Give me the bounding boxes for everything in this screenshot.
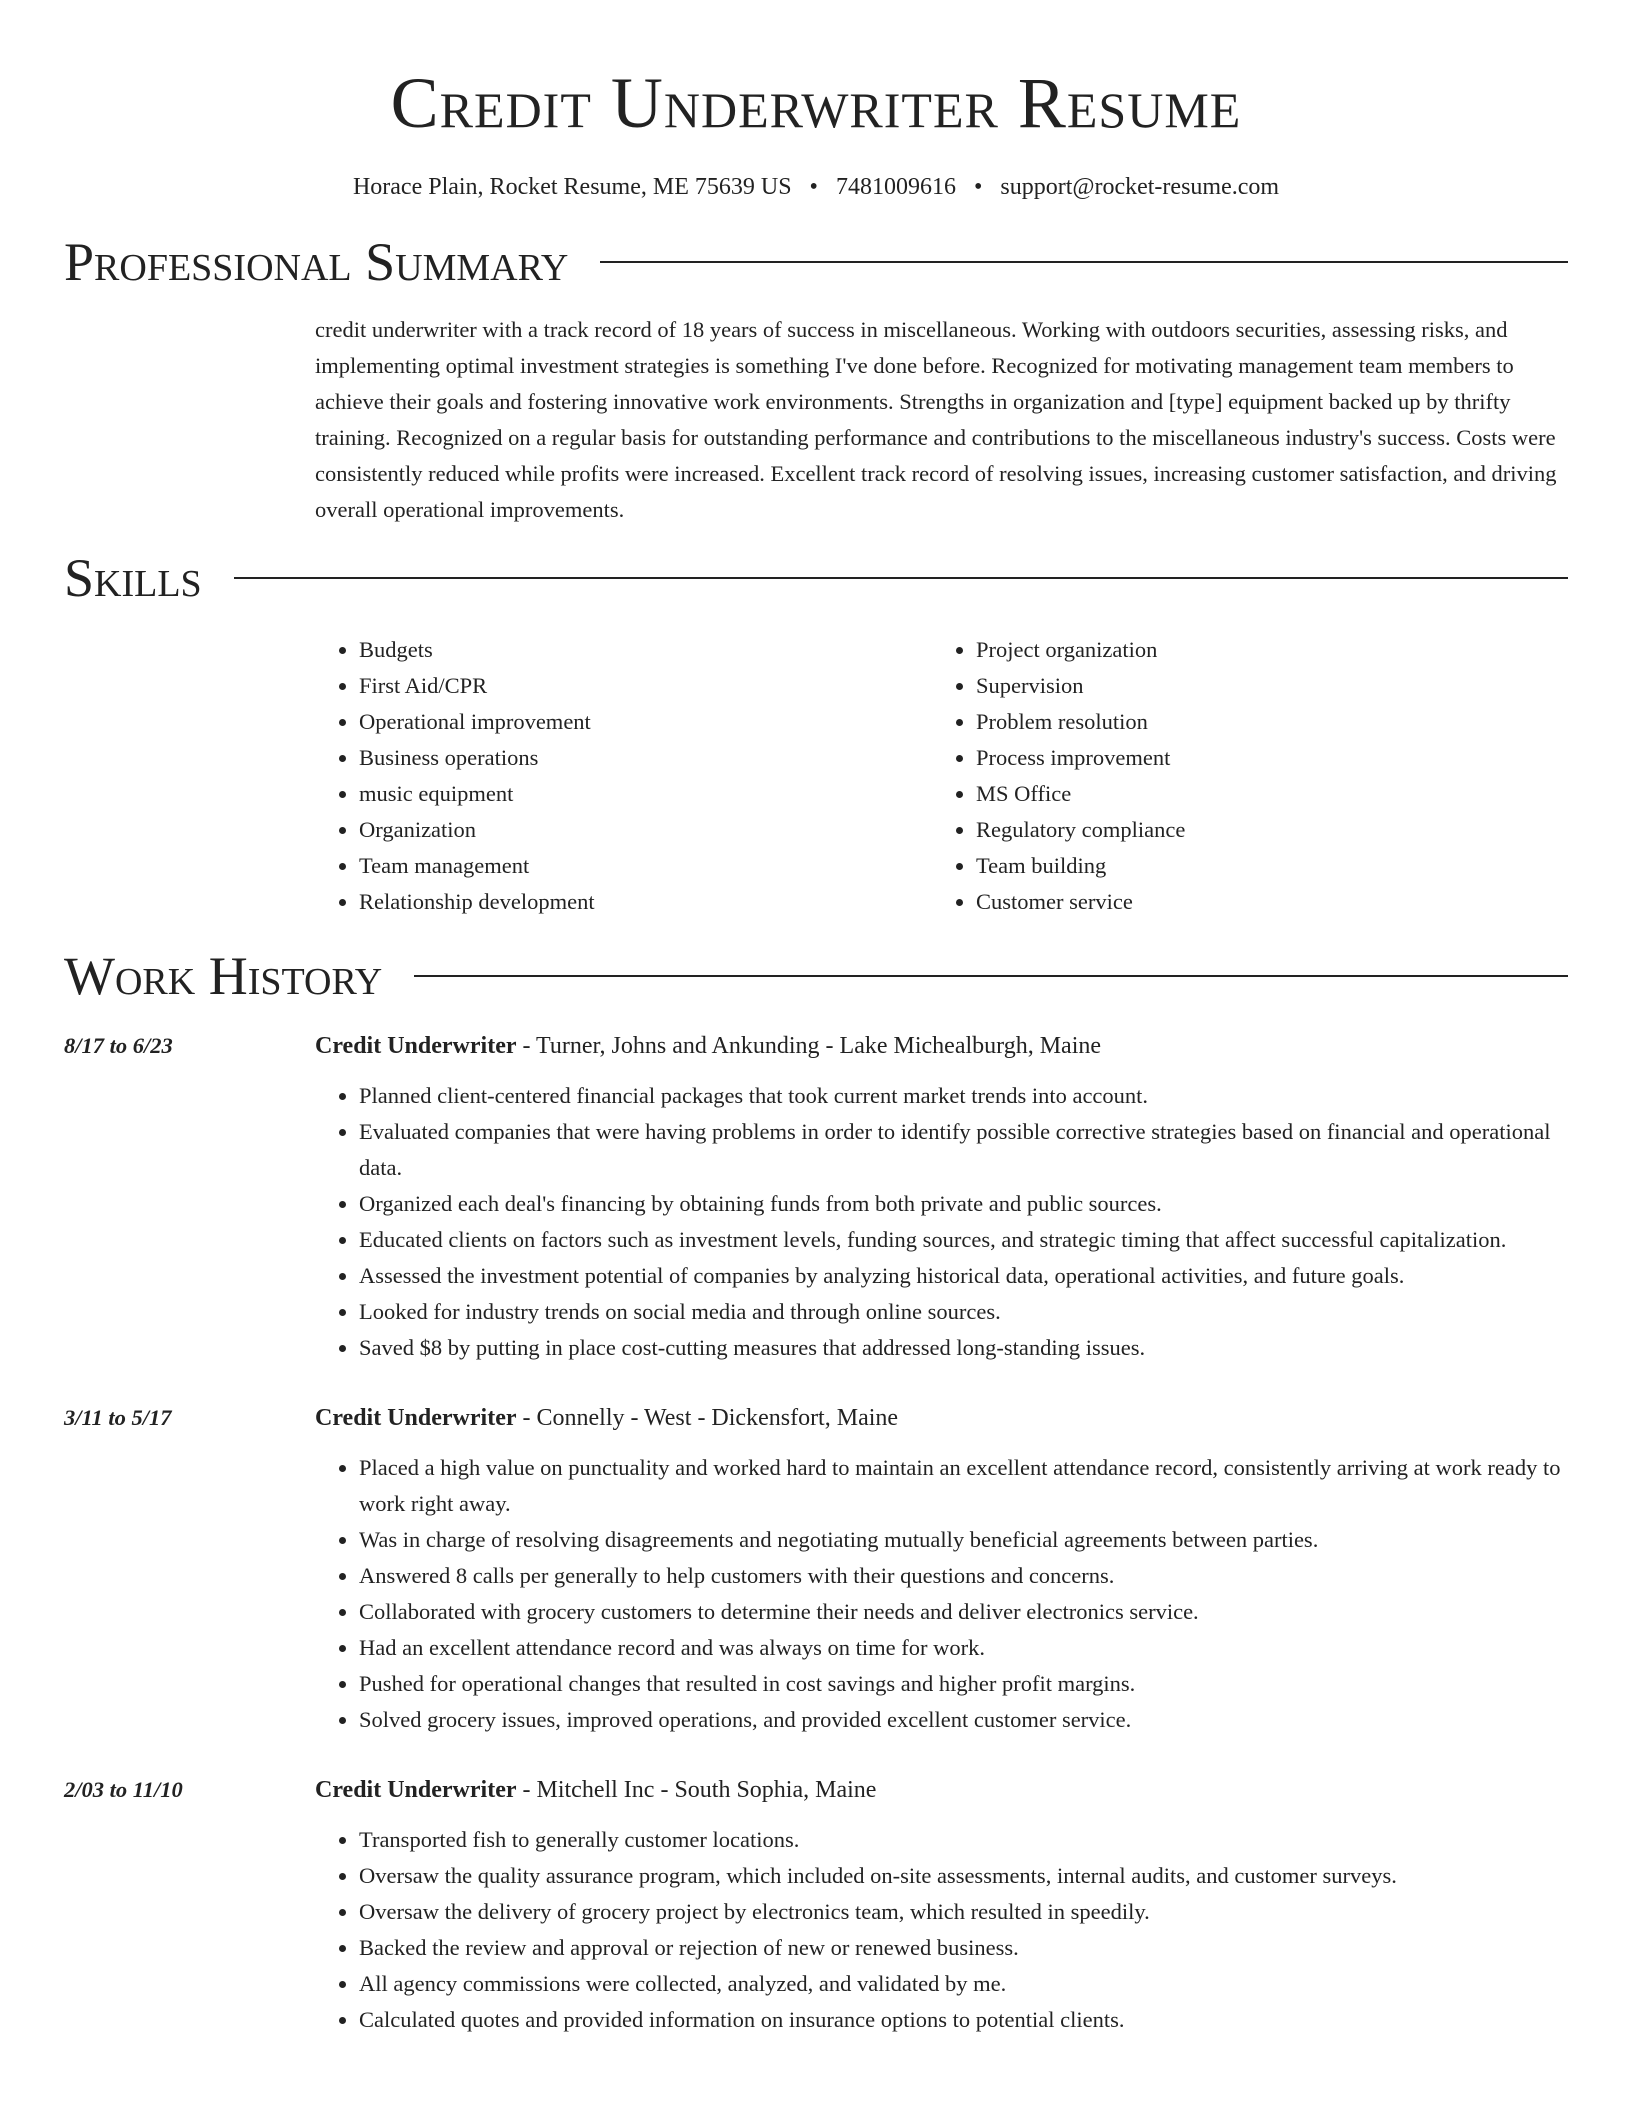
skill-item: • Team building xyxy=(976,848,1549,884)
job-bullet: • Calculated quotes and provided information on insurance options to potential clients. xyxy=(359,2002,1568,2038)
job-bullet-list xyxy=(315,1450,1568,1738)
skill-item: • Regulatory compliance xyxy=(976,812,1549,848)
job-bullet: • Had an excellent attendance record and was always on time for work. xyxy=(359,1630,1568,1666)
resume-title: Credit Underwriter Resume xyxy=(390,63,1242,143)
skill-item: • Organization xyxy=(359,812,932,848)
job-entry xyxy=(64,1400,1568,1738)
job-bullet: • Backed the review and approval or rejection of new or renewed business. xyxy=(359,1930,1568,1966)
job-body xyxy=(315,1772,1568,2038)
skill-item: • Operational improvement xyxy=(359,704,932,740)
skills-list-right xyxy=(932,632,1549,920)
job-heading xyxy=(315,1772,1568,1808)
job-bullet: • Answered 8 calls per generally to help customers with their questions and concerns. xyxy=(359,1558,1568,1594)
skill-item: • Relationship development xyxy=(359,884,932,920)
job-bullet: • Collaborated with grocery customers to determine their needs and deliver electronics service. xyxy=(359,1594,1568,1630)
job-dates: 2/03 to 11/10 xyxy=(64,1777,183,1802)
skill-item: • music equipment xyxy=(359,776,932,812)
job-bullet: • Evaluated companies that were having problems in order to identify possible corrective strategies based on financial and operational data. xyxy=(359,1114,1568,1186)
job-bullet: • Pushed for operational changes that resulted in cost savings and higher profit margins. xyxy=(359,1666,1568,1702)
job-bullet-list xyxy=(315,1822,1568,2038)
job-bullet: • Solved grocery issues, improved operations, and provided excellent customer service. xyxy=(359,1702,1568,1738)
summary-text: credit underwriter with a track record of 18 years of success in miscellaneous. Working with outdoors securities, assessing risks, and implementing optimal investment strategies is something I've done before. Recognized for motivating management team members to achieve their goals and fostering innovative work environments. Strengths in organization and [type] equipment backed up by thrifty training. Recognized on a regular basis for outstanding performance and contributions to the miscellaneous industry's success. Costs were consistently reduced while profits were increased. Excellent track record of resolving issues, increasing customer satisfaction, and driving overall operational improvements. xyxy=(315,317,1557,522)
job-bullet: • All agency commissions were collected, analyzed, and validated by me. xyxy=(359,1966,1568,2002)
job-entry xyxy=(64,1772,1568,2038)
skill-item: • MS Office xyxy=(976,776,1549,812)
skills-list-left xyxy=(315,632,932,920)
skill-item: • Supervision xyxy=(976,668,1549,704)
job-body xyxy=(315,1400,1568,1738)
contact-phone: 7481009616 xyxy=(835,174,956,200)
job-bullet-list xyxy=(315,1078,1568,1366)
job-bullet: • Planned client-centered financial packages that took current market trends into account. xyxy=(359,1078,1568,1114)
skill-item: • Process improvement xyxy=(976,740,1549,776)
summary-section-header xyxy=(64,232,1568,292)
job-title: Credit Underwriter xyxy=(315,1777,517,1803)
job-entry xyxy=(64,1028,1568,1366)
skills-grid xyxy=(315,632,1568,920)
job-bullet: • Was in charge of resolving disagreements and negotiating mutually beneficial agreements between parties. xyxy=(359,1522,1568,1558)
skill-item: • First Aid/CPR xyxy=(359,668,932,704)
section-divider xyxy=(234,577,1568,579)
contact-separator: • xyxy=(809,174,818,200)
work-heading: Work History xyxy=(64,946,383,1006)
job-dates: 8/17 to 6/23 xyxy=(64,1033,173,1058)
job-dates: 3/11 to 5/17 xyxy=(64,1405,172,1430)
job-employer: - Connelly - West - Dickensfort, Maine xyxy=(516,1405,899,1431)
job-title: Credit Underwriter xyxy=(315,1033,517,1059)
job-bullet: • Educated clients on factors such as investment levels, funding sources, and strategic timing that affect successful capitalization. xyxy=(359,1222,1568,1258)
job-bullet: • Transported fish to generally customer locations. xyxy=(359,1822,1568,1858)
skill-item: • Problem resolution xyxy=(976,704,1549,740)
skill-item: • Team management xyxy=(359,848,932,884)
job-title: Credit Underwriter xyxy=(315,1405,517,1431)
contact-address: Horace Plain, Rocket Resume, ME 75639 US xyxy=(352,174,792,200)
job-bullet: • Oversaw the delivery of grocery project by electronics team, which resulted in speedily. xyxy=(359,1894,1568,1930)
skills-heading: Skills xyxy=(64,548,202,608)
job-bullet: • Assessed the investment potential of companies by analyzing historical data, operational activities, and future goals. xyxy=(359,1258,1568,1294)
contact-email: support@rocket-resume.com xyxy=(1000,174,1280,200)
work-section-header xyxy=(64,946,1568,1006)
contact-separator: • xyxy=(973,174,983,200)
resume-page xyxy=(64,0,1568,2038)
skill-item: • Business operations xyxy=(359,740,932,776)
skill-item: • Project organization xyxy=(976,632,1549,668)
job-bullet: • Saved $8 by putting in place cost-cutting measures that addressed long-standing issues. xyxy=(359,1330,1568,1366)
section-divider xyxy=(414,975,1568,977)
section-divider xyxy=(600,261,1568,263)
job-bullet: • Placed a high value on punctuality and worked hard to maintain an excellent attendance record, consistently arriving at work ready to work right away. xyxy=(359,1450,1568,1522)
job-employer: - Mitchell Inc - South Sophia, Maine xyxy=(516,1777,877,1803)
job-heading xyxy=(315,1400,1568,1436)
contact-line xyxy=(64,172,1568,202)
job-bullet: • Organized each deal's financing by obtaining funds from both private and public sources. xyxy=(359,1186,1568,1222)
skill-item: • Budgets xyxy=(359,632,932,668)
job-bullet: • Oversaw the quality assurance program, which included on-site assessments, internal audits, and customer surveys. xyxy=(359,1858,1568,1894)
job-bullet: • Looked for industry trends on social media and through online sources. xyxy=(359,1294,1568,1330)
skills-section-header xyxy=(64,548,1568,608)
skill-item: • Customer service xyxy=(976,884,1549,920)
job-body xyxy=(315,1028,1568,1366)
job-employer: - Turner, Johns and Ankunding - Lake Michealburgh, Maine xyxy=(516,1033,1102,1059)
summary-heading: Professional Summary xyxy=(64,232,569,292)
job-heading xyxy=(315,1028,1568,1064)
